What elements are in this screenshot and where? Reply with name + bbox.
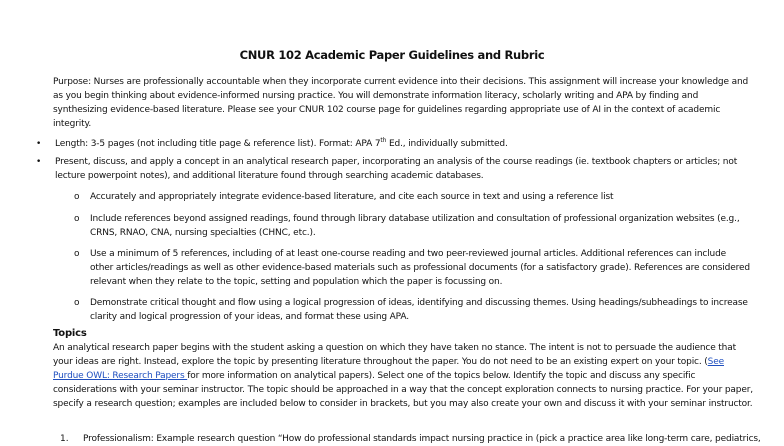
topic-item-number: 1.: [60, 434, 69, 444]
document-title: CNUR 102 Academic Paper Guidelines and Rubric: [239, 48, 545, 62]
sub-bullet-item: Accurately and appropriately integrate evidence-based literature, and cite each source in text and using a reference list: [90, 192, 614, 202]
length-text: Length: 3-5 pages (not including title page & reference list). Format: APA 7: [55, 139, 381, 149]
sub-bullet-item: Demonstrate critical thought and flow using a logical progression of ideas, identifying and discussing themes. Using headings/subheadings to increase clarity and logical progression of your ideas, and format these using APA.: [90, 298, 748, 322]
bullet-marker: •: [36, 139, 42, 149]
length-text-end: Ed., individually submitted.: [386, 139, 508, 149]
length-bullet: [55, 137, 755, 151]
topics-text-end: for more information on analytical papers). Select one of the topics below. Identify the topic and discuss any specific considerations with your seminar instructor. The topic should be approached in a way that the concept exploration connects to nursing practice. For your paper, specify a research question; examples are included below to consider in brackets, but you may also create your own and discuss it with your seminar instructor.: [53, 371, 753, 409]
sub-bullet-marker: o: [74, 214, 80, 224]
topics-heading: Topics: [53, 328, 87, 339]
topics-text: An analytical research paper begins with the student asking a question on which they have taken no stance. The intent is not to persuade the audience that your ideas are right. Instead, explore the topic by presenting literature throughout the paper. You do not need to be an existing expert on your topic. (: [53, 343, 736, 367]
sub-bullet-marker: o: [74, 192, 80, 202]
topic-item-professionalism: Professionalism: Example research question “How do professional standards impact nursing practice in (pick a practice area like long-term care, pediatrics,: [83, 434, 761, 444]
sub-bullet-item: Include references beyond assigned readings, found through library database utilization and consultation of professional organization websites (e.g., CRNS, RNAO, CNA, nursing specialties (CHNC, etc.).: [90, 214, 740, 238]
edition-superscript: th: [380, 137, 387, 144]
sub-bullet-marker: o: [74, 249, 80, 259]
purdue-owl-link[interactable]: See Purdue OWL: Research Papers: [53, 357, 724, 381]
purpose-paragraph: Purpose: Nurses are professionally accountable when they incorporate current evidence into their decisions. This assignment will increase your knowledge and as you begin thinking about evidence-informed nursing practice. You will demonstrate information literacy, scholarly writing and APA by finding and synthesizing evidence-based literature. Please see your CNUR 102 course page for guidelines regarding appropriate use of AI in the context of academic integrity.: [53, 77, 749, 129]
present-bullet: Present, discuss, and apply a concept in an analytical research paper, incorporating an analysis of the course readings (ie. textbook chapters or articles; not lecture powerpoint notes), and additional literature found through searching academic databases.: [55, 157, 738, 181]
bullet-marker: •: [36, 157, 42, 167]
sub-bullet-marker: o: [74, 298, 80, 308]
sub-bullet-item: Use a minimum of 5 references, including of at least one-course reading and two peer-reviewed journal articles. Additional references can include other articles/readings as well as other evidence-based materials such as professional documents (for a satisfactory grade). References are considered relevant when they relate to the topic, setting and population which the paper is focussing on.: [90, 249, 750, 287]
topics-paragraph: [53, 341, 757, 411]
